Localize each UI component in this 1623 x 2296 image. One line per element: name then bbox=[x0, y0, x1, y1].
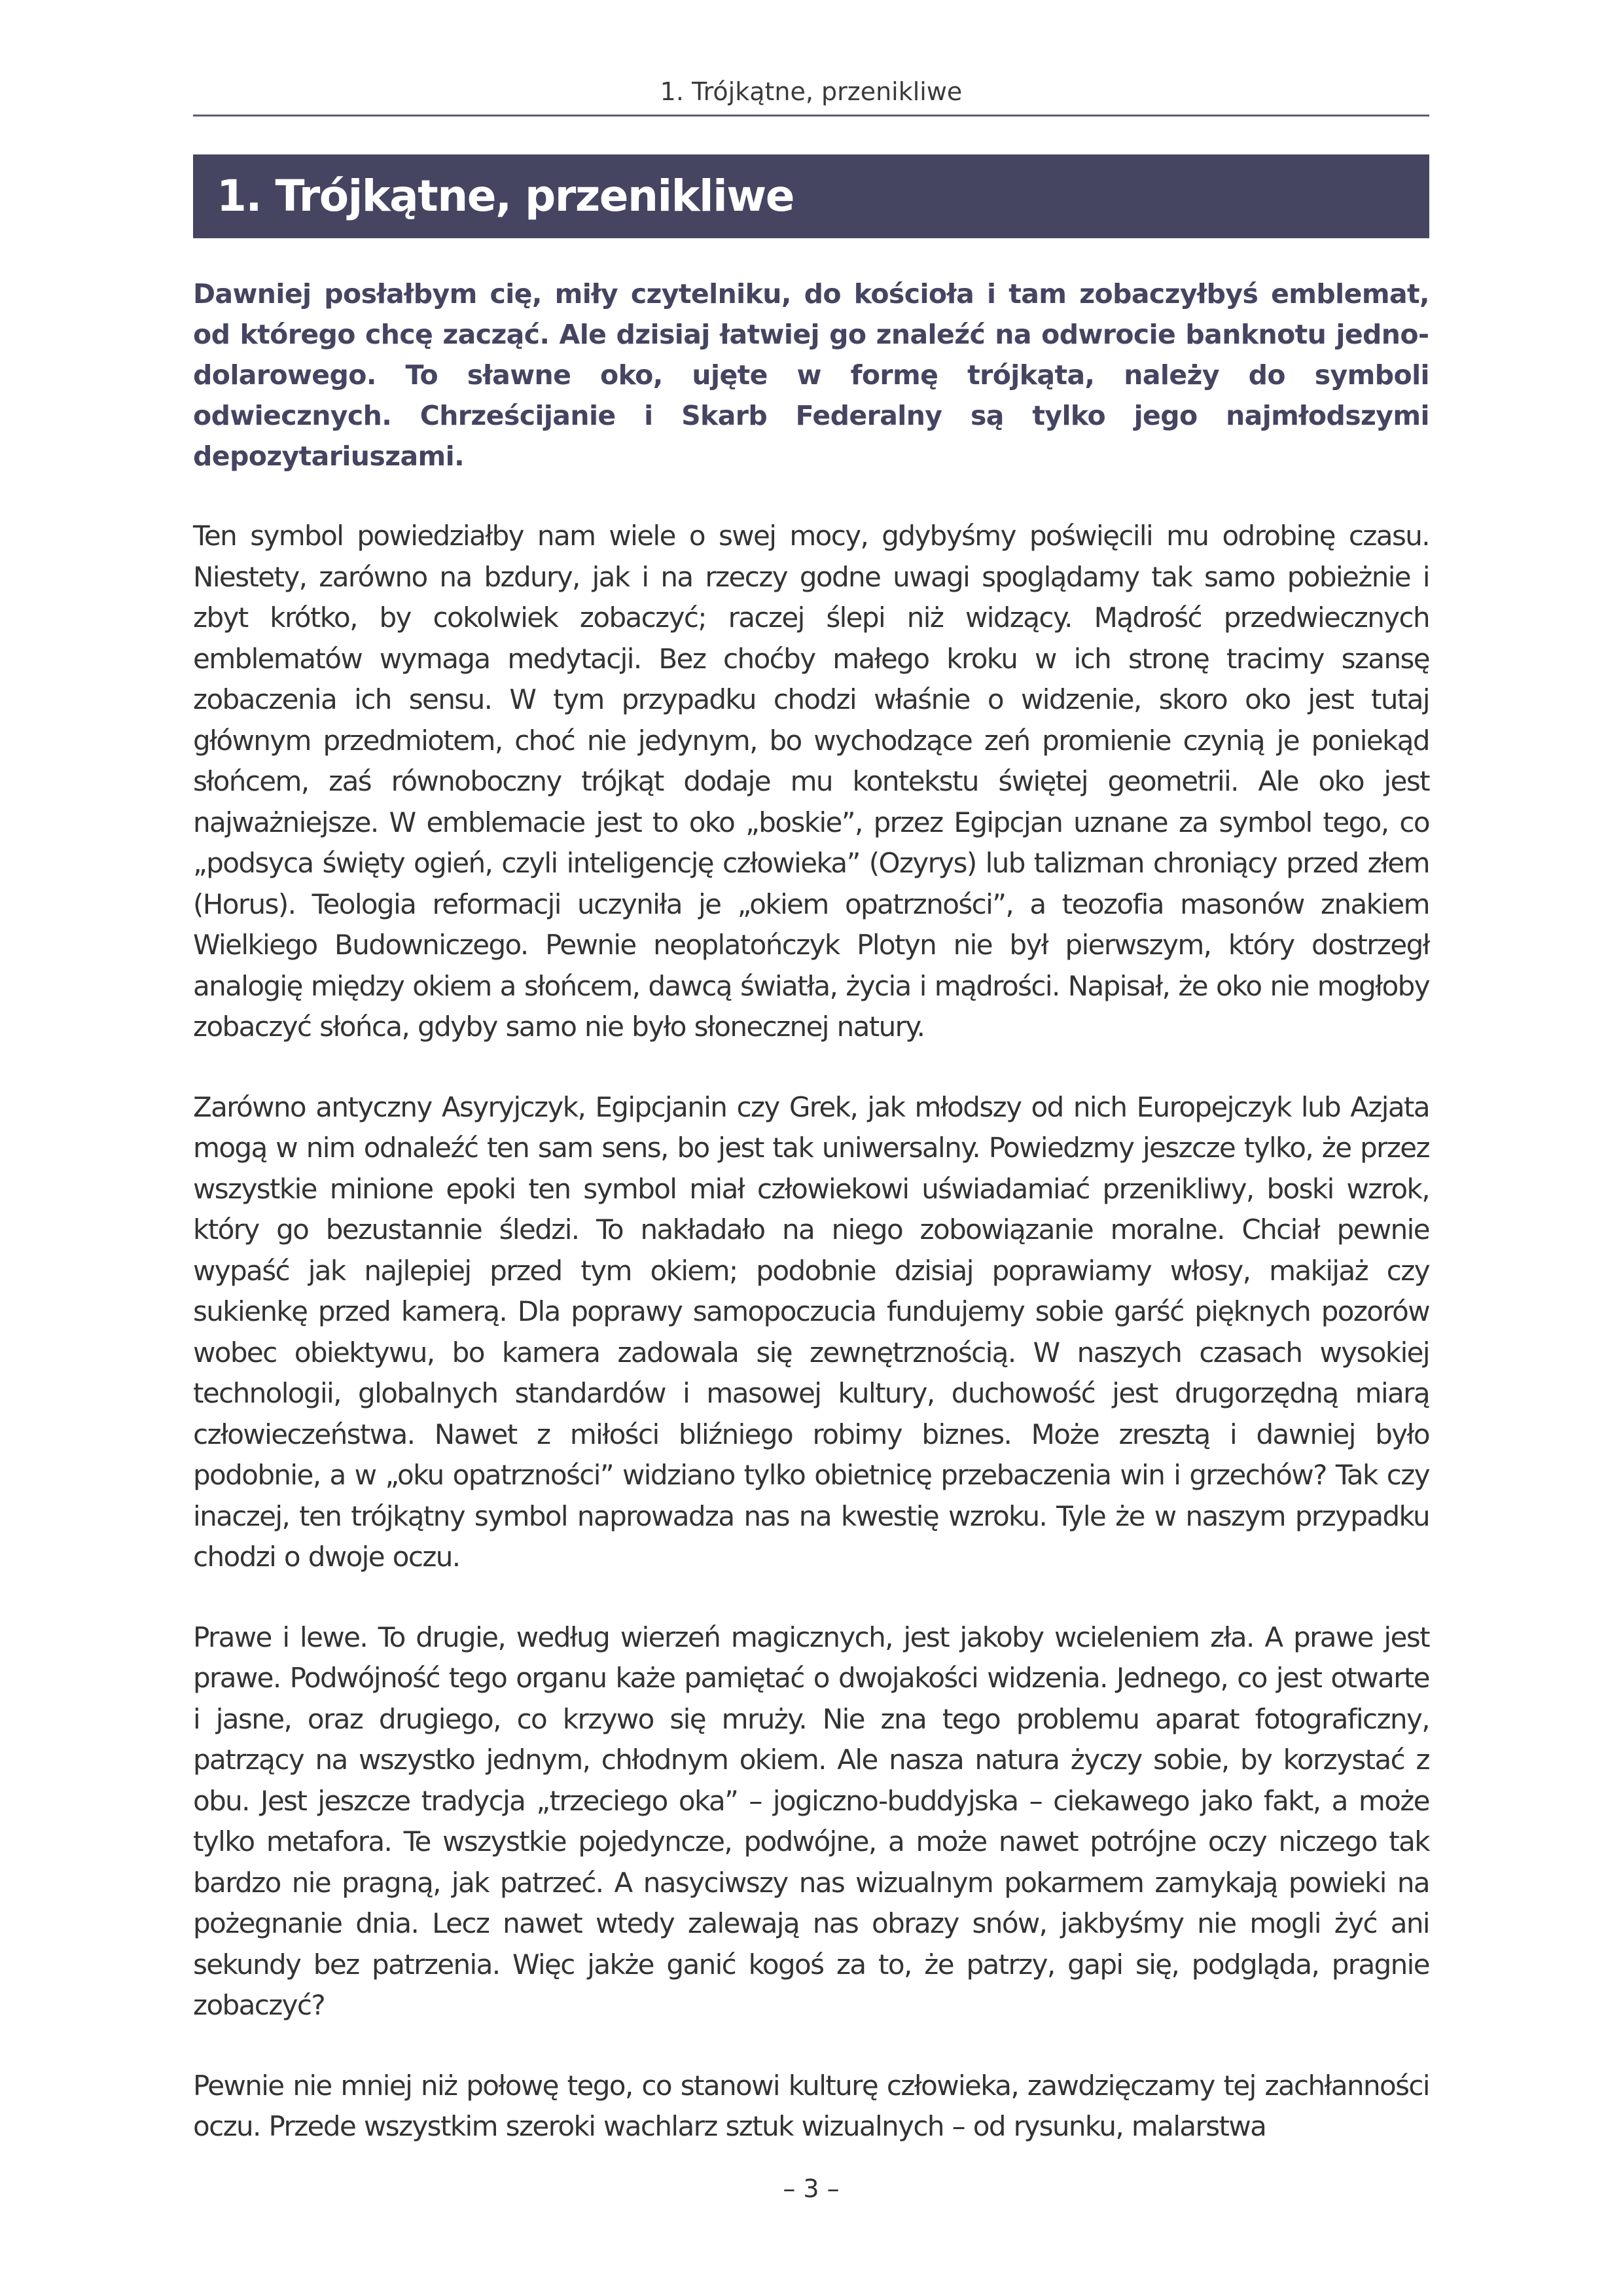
body-content bbox=[193, 274, 1429, 2187]
chapter-banner bbox=[193, 154, 1429, 238]
lead-paragraph: Dawniej posłałbym cię, miły czytelniku, do kościoła i tam zobaczyłbyś emblemat, od którego chcę zacząć. Ale dzisiaj łatwiej go znaleźć na odwrocie banknotu jednodolarowego. To sławne oko, ujęte w formę trójkąta, należy do symboli odwiecznych. Chrześcijanie i Skarb Federalny są tylko jego najmłodszymi depozytariuszami. bbox=[193, 278, 1429, 472]
header-divider bbox=[193, 115, 1429, 117]
body-paragraph: Pewnie nie mniej niż połowę tego, co stanowi kulturę człowieka, zawdzięczamy tej zachłanności oczu. Przede wszystkim szeroki wachlarz sztuk wizualnych – od rysunku, malarstwa bbox=[193, 2069, 1429, 2142]
body-paragraph: Prawe i lewe. To drugie, według wierzeń magicznych, jest jakoby wcieleniem zła. A prawe jest prawe. Podwójność tego organu każe pamiętać o dwojakości widzenia. Jednego, co jest otwarte i jasne, oraz drugiego, co krzywo się mruży. Nie zna tego problemu aparat fotograficzny, patrzący na wszystko jednym, chłodnym okiem. Ale nasza natura życzy sobie, by korzystać z obu. Jest jeszcze tradycja „trzeciego oka” – jogiczno-buddyjska – ciekawego jako fakt, a może tylko metafora. Te wszystkie pojedyncze, podwójne, a może nawet potrójne oczy niczego tak bardzo nie pragną, jak patrzeć. A nasyciwszy nas wizualnym pokarmem zamykają powieki na pożegnanie dnia. Lecz nawet wtedy zalewają nas obrazy snów, jakbyśmy nie mogli żyć ani sekundy bez patrzenia. Więc jakże ganić kogoś za to, że patrzy, gapi się, podgląda, pragnie zobaczyć? bbox=[193, 1621, 1429, 2021]
body-paragraph: Zarówno antyczny Asyryjczyk, Egipcjanin czy Grek, jak młodszy od nich Europejczyk lub Azjata mogą w nim odnaleźć ten sam sens, bo jest tak uniwersalny. Powiedzmy jeszcze tylko, że przez wszystkie minione epoki ten symbol miał człowiekowi uświadamiać przenikliwy, boski wzrok, który go bezustannie śledzi. To nakładało na niego zobowiązanie moralne. Chciał pewnie wypaść jak najlepiej przed tym okiem; podobnie dzisiaj poprawiamy włosy, makijaż czy sukienkę przed kamerą. Dla poprawy samopoczucia fundujemy sobie garść pięknych pozorów wobec obiektywu, bo kamera zadowala się zewnętrznością. W naszych czasach wysokiej technologii, globalnych standardów i masowej kultury, duchowość jest drugorzędną miarą człowieczeństwa. Nawet z miłości bliźniego robimy biznes. Może zresztą i dawniej było podobnie, a w „oku opatrzności” widziano tylko obietnicę przebaczenia win i grzechów? Tak czy inaczej, ten trójkątny symbol naprowadza nas na kwestię wzroku. Tyle że w naszym przypadku chodzi o dwoje oczu. bbox=[193, 1090, 1429, 1573]
running-header: 1. Trójkątne, przenikliwe bbox=[660, 77, 963, 106]
page-number: – 3 – bbox=[783, 2174, 840, 2203]
chapter-title: 1. Trójkątne, przenikliwe bbox=[217, 171, 794, 221]
body-paragraph: Ten symbol powiedziałby nam wiele o swej mocy, gdybyśmy poświęcili mu odrobinę czasu. Niestety, zarówno na bzdury, jak i na rzeczy godne uwagi spoglądamy tak samo pobieżnie i zbyt krótko, by cokolwiek zobaczyć; raczej ślepi niż widzący. Mądrość przedwiecznych emblematów wymaga medytacji. Bez choćby małego kroku w ich stronę tracimy szansę zobaczenia ich sensu. W tym przypadku chodzi właśnie o widzenie, skoro oko jest tutaj głównym przedmiotem, choć nie jedynym, bo wychodzące zeń promienie czynią je poniekąd słońcem, zaś równoboczny trójkąt dodaje mu kontekstu świętej geometrii. Ale oko jest najważniejsze. W emblemacie jest to oko „boskie”, przez Egipcjan uznane za symbol tego, co „podsyca święty ogień, czyli inteligencję człowieka” (Ozyrys) lub talizman chroniący przed złem (Horus). Teologia reformacji uczyniła je „okiem opatrzności”, a teozofia masonów znakiem Wielkiego Budowniczego. Pewnie neoplatończyk Plotyn nie był pierwszym, który dostrzegł analogię między okiem a słońcem, dawcą światła, życia i mądrości. Napisał, że oko nie mogłoby zobaczyć słońca, gdyby samo nie było słonecznej natury. bbox=[193, 520, 1429, 1043]
document-page bbox=[193, 0, 1429, 2296]
